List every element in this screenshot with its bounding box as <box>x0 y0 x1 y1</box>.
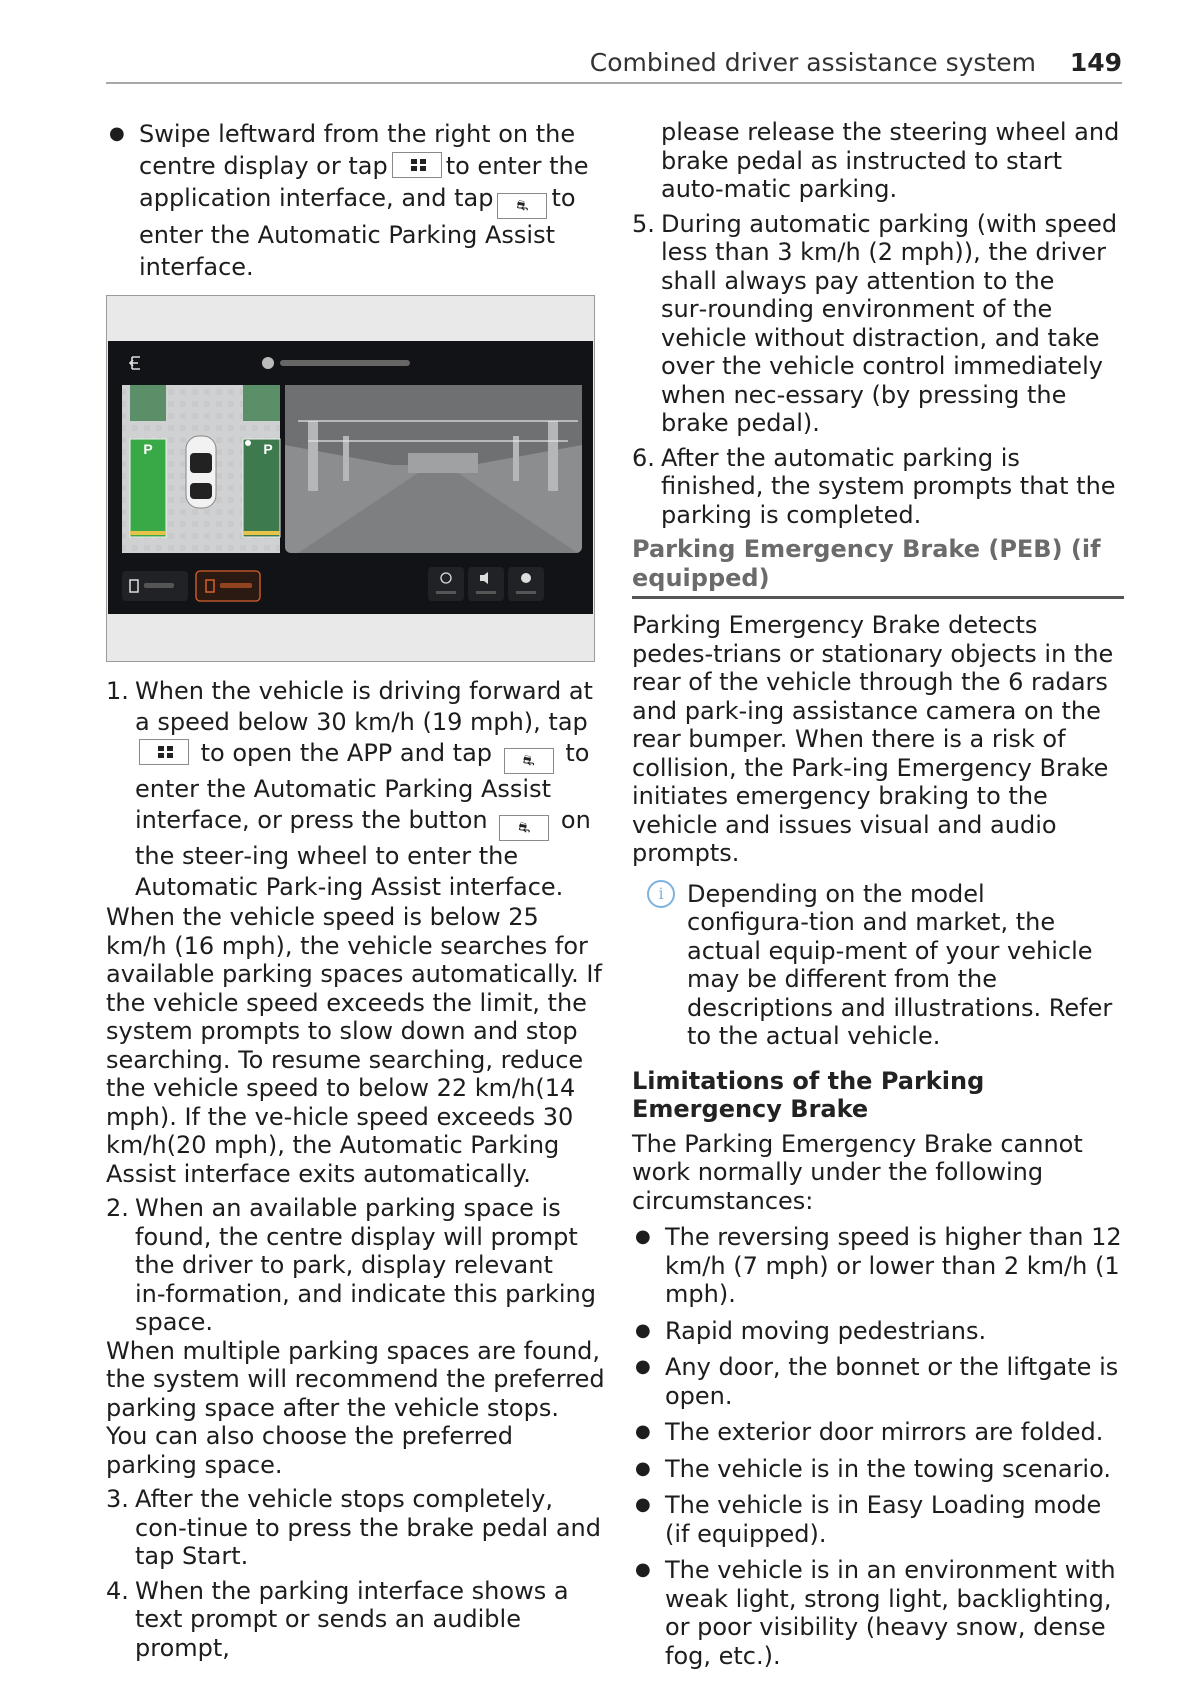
intro-bullet <box>106 118 606 283</box>
step-text: to open the APP and tap <box>200 739 493 767</box>
auto-parking-icon: ⛐ <box>497 193 547 219</box>
intro-text: application interface, and tap <box>139 184 494 212</box>
step-text: After the vehicle stops completely, con‑tinue to press the brake pedal and tap Start. <box>135 1485 601 1570</box>
list-item-text: Any door, the bonnet or the liftgate is open. <box>665 1353 1119 1410</box>
step-number: 4. <box>106 1576 129 1605</box>
list-item <box>632 1223 1124 1309</box>
app-grid-icon <box>139 739 189 765</box>
centre-display-screen <box>108 341 593 614</box>
bullet-marker: ● <box>635 1457 651 1479</box>
step-number: 1. <box>106 677 129 705</box>
step-6 <box>632 444 1124 530</box>
step-2 <box>106 1194 606 1337</box>
section-title: Combined driver assistance system <box>589 48 1036 77</box>
step-number: 5. <box>632 209 655 238</box>
list-item-text: The exterior door mirrors are folded. <box>665 1418 1104 1446</box>
app-grid-icon <box>392 152 442 178</box>
page-number: 149 <box>1069 48 1122 77</box>
bullet-marker: ● <box>635 1559 651 1580</box>
peb-paragraph: Parking Emergency Brake detects pedes‑trians or stationary objects in the rear of the vehicle through the 6 radars and park‑ing assistance camera on the rear bumper. When there is a risk of collision, the Park‑ing Emergency Brake initiates emergency braking to the vehicle and issues visual and audio prompts. <box>632 611 1114 867</box>
step-1 <box>106 676 606 903</box>
step-3 <box>106 1485 606 1571</box>
note-text: Depending on the model configura‑tion and market, the actual equip‑ment of your vehicle may be different from the descriptions and illustrations. Refer to the actual vehicle. <box>687 879 1113 1050</box>
step-number: 2. <box>106 1194 129 1222</box>
paragraph-multiple: When multiple parking spaces are found, the system will recommend the preferred parking space after the vehicle stops. You can also choose the preferred parking space. <box>106 1336 605 1479</box>
right-column <box>632 118 1124 1678</box>
list-item-text: The vehicle is in an environment with weak light, strong light, backlighting, or poor visibility (heavy snow, dense fog, etc.). <box>665 1556 1116 1670</box>
step-text: When the parking interface shows a text prompt or sends an audible prompt, <box>135 1576 569 1662</box>
intro-text: to enter the <box>445 152 589 180</box>
auto-parking-icon: ⛐ <box>504 748 554 774</box>
bullet-marker: ● <box>635 1226 651 1247</box>
parking-spot-label: P <box>143 441 153 457</box>
intro-text: Swipe leftward from the right on the <box>139 120 576 148</box>
list-item <box>632 1455 1124 1484</box>
step-number: 3. <box>106 1485 129 1513</box>
left-column <box>106 118 606 1662</box>
list-item-text: The vehicle is in Easy Loading mode (if equipped). <box>665 1491 1102 1548</box>
step-text: During automatic parking (with speed less than 3 km/h (2 mph)), the driver shall always pay attention to the sur‑rounding environment of the vehicle without distraction, and take over the vehicle control immediately when nec‑essary (by pressing the brake pedal). <box>661 209 1118 437</box>
intro-text: to <box>551 184 576 212</box>
list-item-text: The vehicle is in the towing scenario. <box>665 1454 1111 1483</box>
peb-section-title: Parking Emergency Brake (PEB) (if equipped) <box>632 535 1124 599</box>
paragraph-search: When the vehicle speed is below 25 km/h (16 mph), the vehicle searches for available parking spaces automatically. If the vehicle speed exceeds the limit, the system prompts to slow down and stop searching. To resume searching, reduce the vehicle speed to below 22 km/h(14 mph). If the ve‑hicle speed exceeds 30 km/h(20 mph), the Automatic Parking Assist interface exits automatically. <box>106 903 602 1188</box>
prompt-icon <box>262 357 274 369</box>
steering-parking-button-icon: ⛐ <box>499 815 549 841</box>
list-item <box>632 1317 1124 1346</box>
parking-assist-screenshot <box>106 295 595 662</box>
list-item <box>632 1556 1124 1670</box>
bullet-marker: ● <box>635 1319 651 1341</box>
step-5 <box>632 210 1124 438</box>
step-number: 6. <box>632 443 655 472</box>
step-text: on the steer‑ing wheel to enter the Automatic Park‑ing Assist interface. <box>135 806 591 901</box>
page-header <box>106 40 1122 84</box>
list-item <box>632 1353 1124 1410</box>
list-item-text: The reversing speed is higher than 12 km/h (7 mph) or lower than 2 km/h (1 mph). <box>665 1223 1122 1308</box>
bullet-marker: ● <box>109 123 125 144</box>
intro-text: enter the Automatic Parking Assist interface. <box>139 221 555 281</box>
info-icon: i <box>647 880 675 908</box>
bullet-marker: ● <box>635 1421 651 1442</box>
limitations-intro: The Parking Emergency Brake cannot work normally under the following circumstances: <box>632 1129 1083 1215</box>
limitations-list <box>632 1223 1124 1670</box>
step-text: When an available parking space is found, the centre display will prompt the driver to park, display relevant in‑formation, and indicate this parking space. <box>135 1194 596 1336</box>
parking-spot-label: P <box>263 441 273 457</box>
step-4-continued: please release the steering wheel and brake pedal as instructed to start auto‑matic parking. <box>661 118 1120 203</box>
bullet-marker: ● <box>635 1356 651 1377</box>
limitations-heading: Limitations of the Parking Emergency Brake <box>632 1066 985 1123</box>
step-text: to enter the Automatic Parking Assist interface, or press the button <box>135 739 590 834</box>
intro-text: centre display or tap <box>139 152 388 180</box>
list-item <box>632 1491 1124 1548</box>
vehicle-top-view <box>186 436 216 508</box>
step-4 <box>106 1577 606 1663</box>
step-text: When the vehicle is driving forward at a speed below 30 km/h (19 mph), tap <box>135 677 593 736</box>
info-note <box>632 880 1124 1051</box>
bullet-marker: ● <box>635 1494 651 1515</box>
list-item-text: Rapid moving pedestrians. <box>665 1316 987 1345</box>
step-text: After the automatic parking is finished, the system prompts that the parking is completed. <box>661 443 1116 529</box>
settings-icon <box>521 573 531 583</box>
list-item <box>632 1418 1124 1447</box>
